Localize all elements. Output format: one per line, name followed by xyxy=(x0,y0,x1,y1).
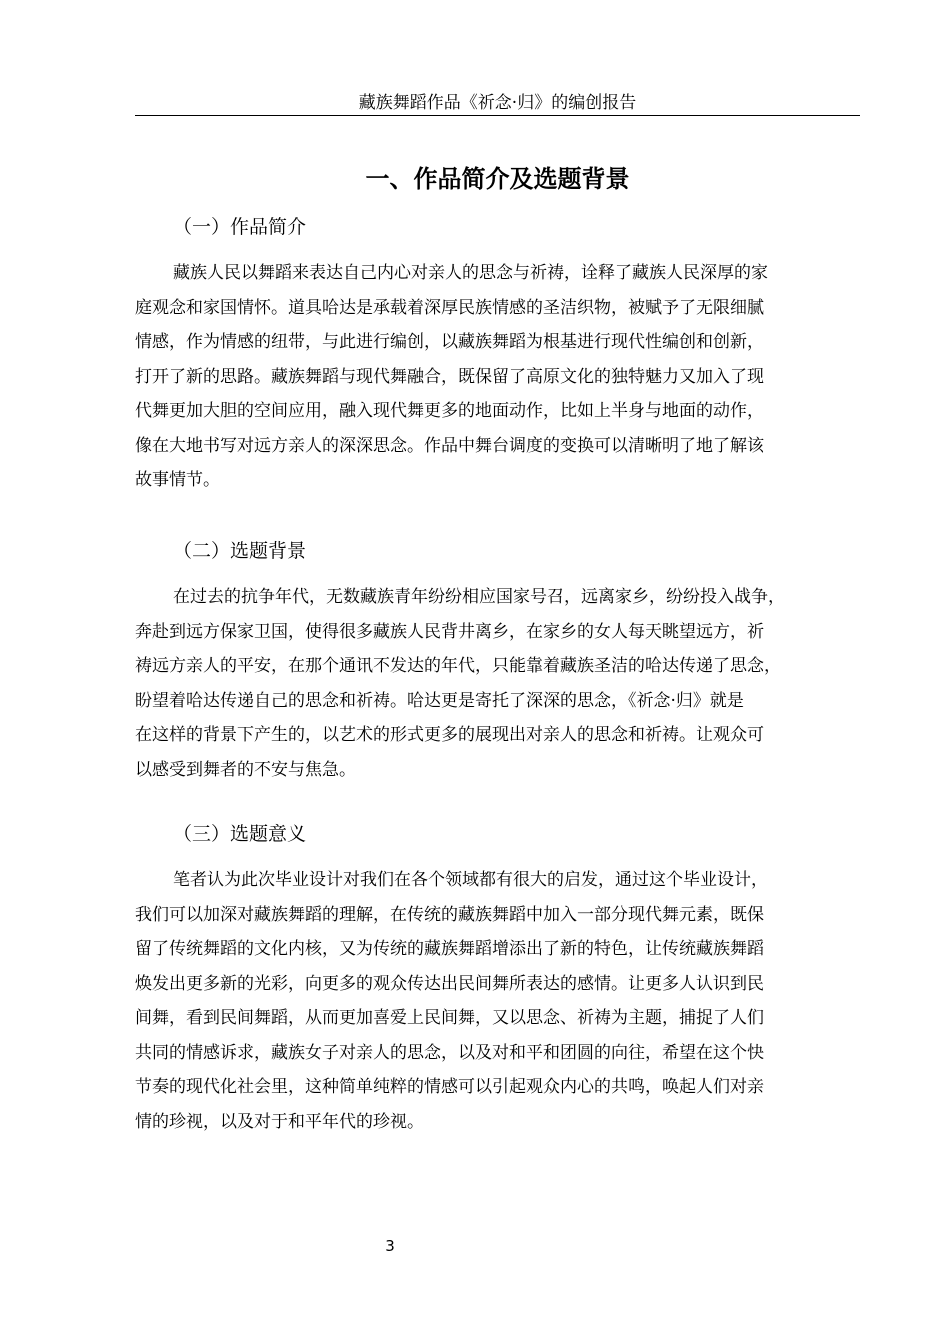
chapter-title: 一、作品简介及选题背景 xyxy=(365,165,630,194)
header-rule xyxy=(135,115,860,116)
paragraph-line: 间舞，看到民间舞蹈，从而更加喜爱上民间舞，又以思念、祈祷为主题，捕捉了人们 xyxy=(135,1008,764,1028)
paragraph-line: 盼望着哈达传递自己的思念和祈祷。哈达更是寄托了深深的思念，《祈念·归》就是 xyxy=(135,690,744,711)
paragraph-line: 奔赴到远方保家卫国，使得很多藏族人民背井离乡，在家乡的女人每天眺望远方，祈 xyxy=(135,621,764,642)
paragraph-line: 代舞更加大胆的空间应用，融入现代舞更多的地面动作，比如上半身与地面的动作， xyxy=(135,401,764,421)
paragraph-line: 以感受到舞者的不安与焦急。 xyxy=(135,759,356,780)
paragraph-line: 笔者认为此次毕业设计对我们在各个领域都有很大的启发，通过这个毕业设计， xyxy=(173,870,768,890)
paragraph-line: 祷远方亲人的平安，在那个通讯不发达的年代，只能靠着藏族圣洁的哈达传递了思念， xyxy=(135,656,781,676)
paragraph-line: 庭观念和家国情怀。道具哈达是承载着深厚民族情感的圣洁织物，被赋予了无限细腻 xyxy=(135,297,764,318)
section-introduction xyxy=(135,213,860,498)
section-significance xyxy=(135,820,860,1139)
paragraph-line: 共同的情感诉求，藏族女子对亲人的思念，以及对和平和团圆的向往，希望在这个快 xyxy=(135,1042,764,1063)
paragraph-line: 焕发出更多新的光彩，向更多的观众传达出民间舞所表达的感情。让更多人认识到民 xyxy=(135,973,764,994)
paragraph-line: 在这样的背景下产生的，以艺术的形式更多的展现出对亲人的思念和祈祷。让观众可 xyxy=(135,725,764,745)
paragraph-line: 打开了新的思路。藏族舞蹈与现代舞融合，既保留了高原文化的独特魅力又加入了现 xyxy=(135,366,764,387)
section-heading: （三）选题意义 xyxy=(173,823,307,845)
running-header: 藏族舞蹈作品《祈念·归》的编创报告 xyxy=(358,93,637,113)
paragraph-line: 故事情节。 xyxy=(135,470,220,490)
section-background xyxy=(135,537,860,787)
paragraph-line: 情的珍视，以及对于和平年代的珍视。 xyxy=(135,1111,424,1132)
paragraph-line: 像在大地书写对远方亲人的深深思念。作品中舞台调度的变换可以清晰明了地了解该 xyxy=(135,435,764,456)
paragraph-line: 节奏的现代化社会里，这种简单纯粹的情感可以引起观众内心的共鸣，唤起人们对亲 xyxy=(135,1077,764,1097)
paragraph xyxy=(135,580,860,787)
section-heading: （二）选题背景 xyxy=(173,540,307,562)
paragraph xyxy=(135,256,860,498)
page-number: 3 xyxy=(385,1237,395,1255)
paragraph-line: 情感，作为情感的纽带，与此进行编创，以藏族舞蹈为根基进行现代性编创和创新， xyxy=(135,332,764,352)
paragraph-line: 藏族人民以舞蹈来表达自己内心对亲人的思念与祈祷，诠释了藏族人民深厚的家 xyxy=(173,263,768,283)
paragraph-line: 在过去的抗争年代，无数藏族青年纷纷相应国家号召，远离家乡，纷纷投入战争， xyxy=(173,587,785,607)
section-heading: （一）作品简介 xyxy=(173,216,307,238)
paragraph-line: 我们可以加深对藏族舞蹈的理解，在传统的藏族舞蹈中加入一部分现代舞元素，既保 xyxy=(135,904,764,925)
paragraph-line: 留了传统舞蹈的文化内核，又为传统的藏族舞蹈增添出了新的特色，让传统藏族舞蹈 xyxy=(135,939,764,959)
paragraph xyxy=(135,863,860,1139)
